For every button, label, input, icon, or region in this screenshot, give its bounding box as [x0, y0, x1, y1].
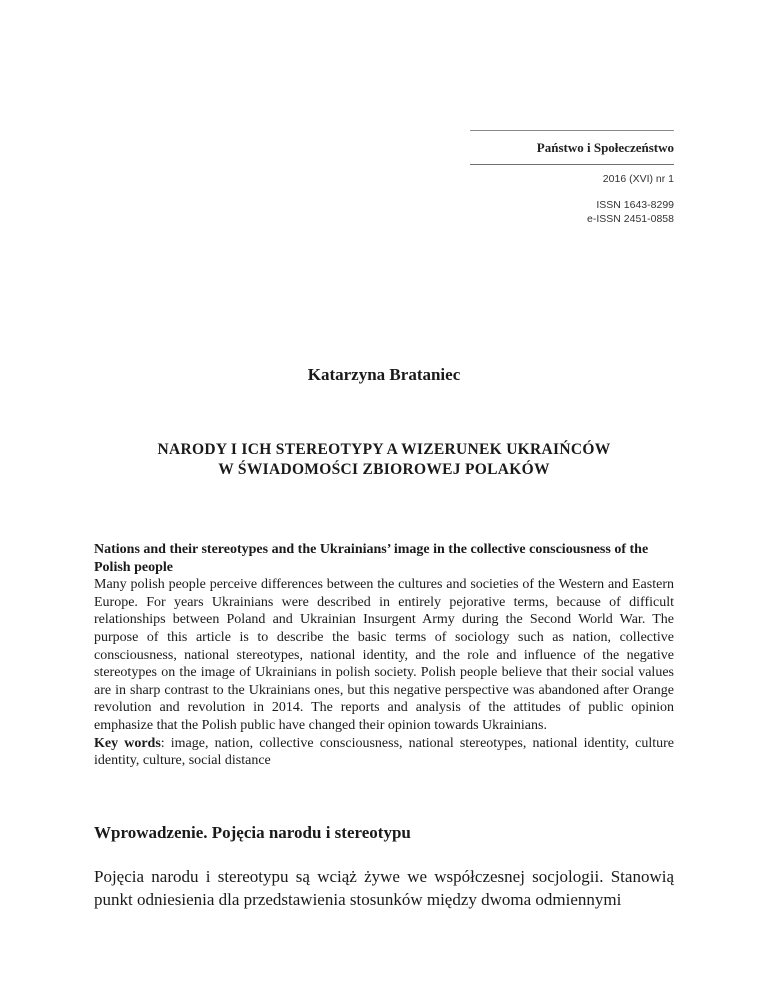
journal-header — [470, 130, 674, 226]
article-title-line-2: W ŚWIADOMOŚCI ZBIOROWEJ POLAKÓW — [218, 461, 550, 478]
issn-group — [470, 198, 674, 226]
abstract — [94, 541, 674, 770]
issn: ISSN 1643-8299 — [596, 199, 674, 211]
section-heading: Wprowadzenie. Pojęcia narodu i stereotypu — [94, 823, 411, 842]
body-paragraph: Pojęcia narodu i stereotypu są wciąż żywe we współczesnej socjologii. Stanowią punkt odniesienia dla przedstawienia stosunków między dwoma odmiennymi — [94, 867, 674, 909]
eissn: e-ISSN 2451-0858 — [587, 213, 674, 225]
header-divider-bottom — [470, 164, 674, 165]
keywords-list: : image, nation, collective consciousness, national stereotypes, national identity, culture identity, culture, social distance — [94, 735, 674, 769]
article-author: Katarzyna Brataniec — [307, 365, 461, 384]
article-title — [0, 440, 768, 480]
article-title-line-1: NARODY I ICH STEREOTYPY A WIZERUNEK UKRAIŃCÓW — [157, 441, 611, 458]
header-divider-top — [470, 130, 674, 131]
keywords-label: Key words — [94, 735, 161, 751]
journal-title: Państwo i Społeczeństwo — [536, 140, 674, 155]
journal-issue: 2016 (XVI) nr 1 — [602, 173, 674, 185]
abstract-text: Many polish people perceive differences between the cultures and societies of the Western and Eastern Europe. For years Ukrainians were described in entirely pejorative terms, because of difficult relationships between Poland and Ukrainian Insurgent Army during the Second World War. The purpose of this article is to describe the basic terms of sociology such as nation, collective consciousness, national stereotypes, national identity, and the role and influence of the negative stereotypes on the image of Ukrainians in polish society. Polish people believe that their social values are in sharp contrast to the Ukrainians ones, but this negative perspective was abandoned after Orange revolution and revolution in 2014. The reports and analysis of the attitudes of public opinion emphasize that the Polish public have changed their opinion towards Ukrainians. — [94, 577, 674, 733]
keywords — [94, 735, 674, 770]
abstract-title: Nations and their stereotypes and the Ukrainians’ image in the collective consciousness of the Polish people — [94, 542, 649, 575]
